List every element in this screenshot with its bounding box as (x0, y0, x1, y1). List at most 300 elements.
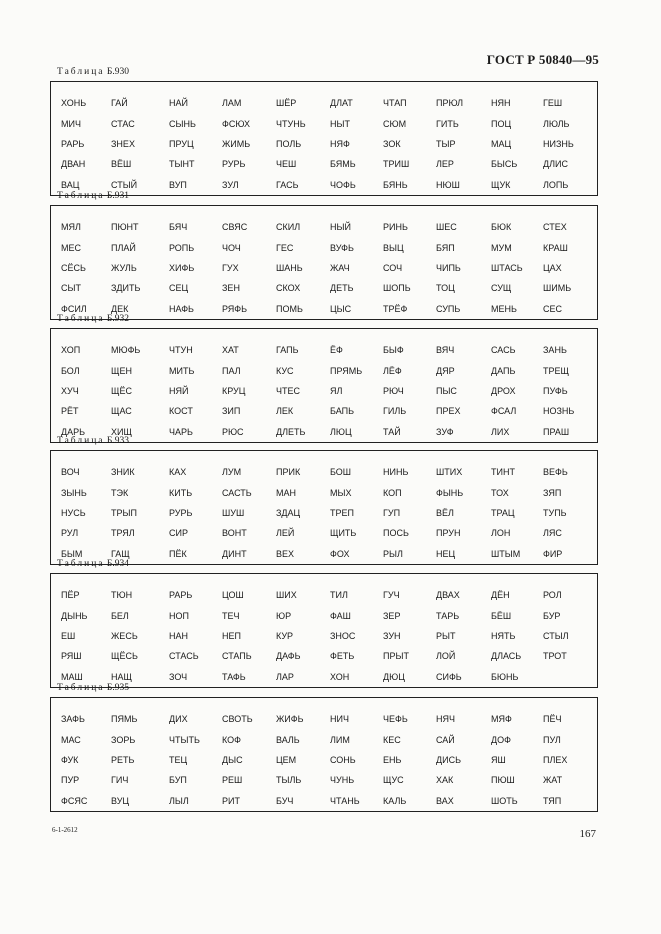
caption-word: Таблица (57, 314, 105, 324)
word-cell: ДЁН (491, 590, 510, 600)
word-cell: ТАФЬ (222, 672, 246, 682)
word-cell: МАС (61, 735, 81, 745)
word-cell: ДАРЬ (61, 427, 86, 437)
word-cell: НИЗНЬ (543, 139, 574, 149)
word-cell: ФЕТЬ (330, 651, 355, 661)
word-cell: РЕШ (222, 775, 243, 785)
word-cell: МЯФ (491, 714, 512, 724)
word-cell: БОЛ (61, 366, 80, 376)
word-cell: БЫМ (61, 549, 83, 559)
word-cell: ЩЁС (111, 386, 132, 396)
word-cell: ТРЫП (111, 508, 137, 518)
word-cell: ЛЫЛ (169, 796, 189, 806)
word-cell: ЛЮЛЬ (543, 119, 570, 129)
word-cell: ДЫС (222, 755, 243, 765)
word-cell: ТИЛ (330, 590, 348, 600)
word-cell: КРАШ (543, 243, 568, 253)
word-cell: ПЮНТ (111, 222, 139, 232)
word-cell: ГУП (383, 508, 401, 518)
word-cell: СТАПЬ (222, 651, 252, 661)
word-cell: СИР (169, 528, 188, 538)
word-cell: ЧТУНЬ (276, 119, 306, 129)
word-cell: ВЁШ (111, 159, 132, 169)
word-cell: РЕТЬ (111, 755, 135, 765)
word-cell: ПОЛЬ (276, 139, 302, 149)
caption-word: Таблица (57, 683, 105, 693)
word-cell: ПРЕХ (436, 406, 461, 416)
word-cell: ЗОЧ (169, 672, 188, 682)
word-cell: КОП (383, 488, 402, 498)
word-cell: ФУК (61, 755, 79, 765)
word-cell: МЕС (61, 243, 81, 253)
word-cell: ЗЫНЬ (61, 488, 87, 498)
word-cell: ЗЕН (222, 283, 240, 293)
word-cell: ЛУМ (222, 467, 242, 477)
word-cell: ЖЕСЬ (111, 631, 138, 641)
table-caption (57, 436, 129, 446)
word-cell: СЕЦ (169, 283, 189, 293)
word-cell: ДОФ (491, 735, 511, 745)
word-table (50, 450, 598, 565)
word-cell: ШТАСЬ (491, 263, 523, 273)
table-caption (57, 67, 129, 77)
word-cell: СТЫЛ (543, 631, 569, 641)
word-cell: СОЧ (383, 263, 403, 273)
table-caption (57, 683, 129, 693)
word-cell: СУПЬ (436, 304, 461, 314)
word-cell: СЕС (543, 304, 563, 314)
word-cell: ЧИПЬ (436, 263, 461, 273)
word-cell: ВОНТ (222, 528, 247, 538)
word-cell: ФАШ (330, 611, 351, 621)
word-cell: НАЩ (111, 672, 132, 682)
word-table (50, 205, 598, 320)
print-code: 6-1-2612 (52, 826, 78, 834)
word-cell: ТЭК (111, 488, 129, 498)
word-cell: ТРЕП (330, 508, 354, 518)
word-cell: ПЮШ (491, 775, 515, 785)
word-cell: НЮШ (436, 180, 460, 190)
word-cell: ЛАР (276, 672, 294, 682)
word-cell: ШОТЬ (491, 796, 518, 806)
table-number: Б.933 (106, 436, 129, 446)
table-number: Б.934 (106, 559, 129, 569)
word-table (50, 328, 598, 443)
word-cell: ЦАХ (543, 263, 562, 273)
word-cell: ХАТ (222, 345, 239, 355)
word-cell: ЦОШ (222, 590, 244, 600)
word-cell: БЯНЬ (383, 180, 408, 190)
word-cell: ЧОФЬ (330, 180, 356, 190)
word-cell: ТЫНТ (169, 159, 195, 169)
word-cell: ШИМЬ (543, 283, 572, 293)
word-cell: ТОЦ (436, 283, 455, 293)
word-cell: СЁСЬ (61, 263, 86, 273)
word-cell: СКОХ (276, 283, 301, 293)
word-cell: ФИР (543, 549, 563, 559)
word-cell: ЛИМ (330, 735, 350, 745)
word-cell: ПРУЦ (169, 139, 194, 149)
word-cell: БУП (169, 775, 187, 785)
word-cell: МИЧ (61, 119, 81, 129)
word-cell: ЁФ (330, 345, 343, 355)
word-cell: ВУП (169, 180, 187, 190)
word-cell: ПРУН (436, 528, 461, 538)
word-cell: ДВАХ (436, 590, 460, 600)
page-number: 167 (579, 828, 596, 840)
word-cell: ПРЮЛ (436, 98, 464, 108)
word-cell: ДАФЬ (276, 651, 301, 661)
word-cell: МУМ (491, 243, 512, 253)
word-cell: ЗЕР (383, 611, 401, 621)
word-cell: НЯН (491, 98, 511, 108)
word-cell: ПОЦ (491, 119, 512, 129)
word-cell: НОЗНЬ (543, 406, 575, 416)
word-cell: ФСАЛ (491, 406, 517, 416)
word-cell: ДРОХ (491, 386, 516, 396)
word-cell: ЧАРЬ (169, 427, 193, 437)
word-cell: ТРЕЩ (543, 366, 569, 376)
word-cell: ДЕК (111, 304, 129, 314)
word-cell: ЖУЛЬ (111, 263, 137, 273)
word-cell: ХУЧ (61, 386, 79, 396)
word-cell: КРУЦ (222, 386, 246, 396)
word-cell: САСТЬ (222, 488, 252, 498)
word-cell: ПРАШ (543, 427, 570, 437)
word-cell: ГУХ (222, 263, 239, 273)
word-cell: МЕНЬ (491, 304, 517, 314)
word-cell: ПУР (61, 775, 80, 785)
word-cell: ЛЮЦ (330, 427, 352, 437)
word-cell: ЗНОС (330, 631, 356, 641)
word-cell: МЯЛ (61, 222, 81, 232)
word-cell: ПЛАЙ (111, 243, 136, 253)
word-cell: ЩУК (491, 180, 511, 190)
word-cell: ЛЯС (543, 528, 562, 538)
word-cell: ЗУЛ (222, 180, 239, 190)
word-cell: ВЁЛ (436, 508, 454, 518)
word-cell: ШОПЬ (383, 283, 411, 293)
table-number: Б.931 (106, 191, 129, 201)
word-table (50, 81, 598, 196)
standard-number: ГОСТ Р 50840—95 (486, 52, 599, 67)
word-cell: ЗОРЬ (111, 735, 136, 745)
word-cell: ШТЫМ (491, 549, 521, 559)
word-cell: РОЛ (543, 590, 562, 600)
word-cell: ТРЯЛ (111, 528, 135, 538)
word-cell: ДЛАСЬ (491, 651, 522, 661)
word-cell: ГИЛЬ (383, 406, 407, 416)
word-cell: БЁШ (491, 611, 512, 621)
word-cell: БУР (543, 611, 561, 621)
word-cell: ХИЩ (111, 427, 132, 437)
word-cell: ГУЧ (383, 590, 400, 600)
caption-word: Таблица (57, 559, 105, 569)
word-cell: ЦЕМ (276, 755, 297, 765)
word-cell: МАН (276, 488, 296, 498)
word-cell: ЕШ (61, 631, 76, 641)
word-cell: ЩЁСЬ (111, 651, 138, 661)
word-cell: ТРИШ (383, 159, 410, 169)
word-cell: ЛЁФ (383, 366, 402, 376)
word-cell: НОП (169, 611, 189, 621)
word-cell: СТЫЙ (111, 180, 138, 190)
word-cell: РЮС (222, 427, 244, 437)
word-cell: ФСЮХ (222, 119, 251, 129)
word-cell: ЧТЫТЬ (169, 735, 200, 745)
table-number: Б.932 (106, 314, 129, 324)
word-cell: ШЁР (276, 98, 297, 108)
word-cell: КУС (276, 366, 294, 376)
word-cell: ДЛАТ (330, 98, 353, 108)
word-cell: ДИСЬ (436, 755, 461, 765)
caption-word: Таблица (57, 67, 105, 77)
word-cell: ХАК (436, 775, 454, 785)
word-cell: ЗЯП (543, 488, 562, 498)
word-cell: ЩЕН (111, 366, 132, 376)
word-cell: БЮК (491, 222, 512, 232)
word-cell: ВЕХ (276, 549, 295, 559)
word-cell: ПАЛ (222, 366, 241, 376)
word-cell: ПРЯМЬ (330, 366, 363, 376)
word-cell: БЮНЬ (491, 672, 519, 682)
word-cell: БЯМЬ (330, 159, 356, 169)
word-cell: БЫСЬ (491, 159, 518, 169)
word-cell: ЛЕР (436, 159, 454, 169)
word-cell: ВУЦ (111, 796, 130, 806)
word-cell: СЮМ (383, 119, 407, 129)
word-cell: ЖАЧ (330, 263, 350, 273)
word-cell: ВЕФЬ (543, 467, 568, 477)
word-cell: ЛОН (491, 528, 511, 538)
word-cell: ШЕС (436, 222, 457, 232)
word-cell: ЧЕШ (276, 159, 297, 169)
word-cell: ПЯМЬ (111, 714, 138, 724)
word-cell: ЛОЙ (436, 651, 456, 661)
word-cell: РЫЛ (383, 549, 403, 559)
word-cell: ГАЙ (111, 98, 128, 108)
word-cell: ПОМЬ (276, 304, 303, 314)
word-cell: ХОН (330, 672, 350, 682)
word-cell: ПЁЧ (543, 714, 562, 724)
word-cell: СЫТ (61, 283, 81, 293)
word-cell: ТЕЦ (169, 755, 188, 765)
word-cell: ЛОПЬ (543, 180, 569, 190)
word-cell: ТРАЦ (491, 508, 515, 518)
word-cell: ФЫНЬ (436, 488, 464, 498)
word-cell: СТАС (111, 119, 135, 129)
word-cell: БОШ (330, 467, 352, 477)
word-cell: ДЮЦ (383, 672, 405, 682)
word-cell: СКИЛ (276, 222, 301, 232)
word-cell: ПУЛ (543, 735, 561, 745)
word-cell: ТИНТ (491, 467, 515, 477)
word-cell: КЕС (383, 735, 401, 745)
word-cell: ЮР (276, 611, 292, 621)
word-cell: ТЮН (111, 590, 133, 600)
word-cell: ЗУН (383, 631, 401, 641)
word-cell: ЛАМ (222, 98, 242, 108)
table-caption (57, 191, 129, 201)
word-cell: ХИФЬ (169, 263, 195, 273)
word-cell: ШТИХ (436, 467, 463, 477)
word-cell: ПЁК (169, 549, 187, 559)
word-cell: ВАЛЬ (276, 735, 300, 745)
word-cell: НАЙ (169, 98, 188, 108)
word-cell: ШАНЬ (276, 263, 303, 273)
word-cell: ЦЫС (330, 304, 352, 314)
word-cell: НЯФ (330, 139, 350, 149)
word-cell: ВУФЬ (330, 243, 354, 253)
word-cell: ПЫС (436, 386, 457, 396)
word-cell: ГЕС (276, 243, 294, 253)
word-cell: ФСИЛ (61, 304, 87, 314)
word-cell: СВЯС (222, 222, 248, 232)
word-cell: БЯП (436, 243, 455, 253)
word-cell: ВАХ (436, 796, 454, 806)
word-cell: ЧТУН (169, 345, 193, 355)
word-cell: ГИТЬ (436, 119, 459, 129)
word-cell: НИЧ (330, 714, 349, 724)
word-cell: ВЫЦ (383, 243, 404, 253)
word-cell: СИФЬ (436, 672, 462, 682)
word-cell: ТЫЛЬ (276, 775, 302, 785)
word-cell: ЖАТ (543, 775, 563, 785)
word-cell: ТАЙ (383, 427, 401, 437)
word-cell: РИТ (222, 796, 240, 806)
word-cell: НИНЬ (383, 467, 409, 477)
word-cell: КОФ (222, 735, 241, 745)
word-cell: ДЫНЬ (61, 611, 88, 621)
word-cell: НЯЧ (436, 714, 455, 724)
word-cell: БУЧ (276, 796, 294, 806)
word-cell: РУЛ (61, 528, 79, 538)
word-cell: ВОЧ (61, 467, 80, 477)
word-cell: ГАПЬ (276, 345, 299, 355)
word-cell: МАЦ (491, 139, 512, 149)
word-cell: ШУШ (222, 508, 245, 518)
word-cell: САЙ (436, 735, 455, 745)
word-cell: ТРЁФ (383, 304, 408, 314)
word-cell: РУРЬ (222, 159, 246, 169)
word-cell: ЩИТЬ (330, 528, 357, 538)
word-cell: НЯЙ (169, 386, 189, 396)
word-cell: ЧТЕС (276, 386, 300, 396)
word-cell: ПРЫТ (383, 651, 409, 661)
word-cell: ЗИП (222, 406, 241, 416)
word-cell: ТЯП (543, 796, 562, 806)
word-cell: ЩАС (111, 406, 132, 416)
word-cell: ПЁР (61, 590, 80, 600)
word-cell: ДЯР (436, 366, 455, 376)
word-table (50, 697, 598, 812)
table-caption (57, 559, 129, 569)
word-cell: ДАПЬ (491, 366, 516, 376)
word-cell: НУСЬ (61, 508, 86, 518)
word-cell: ЖИФЬ (276, 714, 304, 724)
word-cell: НЯТЬ (491, 631, 516, 641)
word-cell: ДЕТЬ (330, 283, 354, 293)
word-cell: ПРИК (276, 467, 301, 477)
word-cell: МЫХ (330, 488, 352, 498)
word-cell: ДИХ (169, 714, 188, 724)
word-cell: ГИЧ (111, 775, 129, 785)
word-cell: НАН (169, 631, 189, 641)
word-cell: ТЫР (436, 139, 456, 149)
word-cell: ЯЛ (330, 386, 343, 396)
word-cell: ЗДАЦ (276, 508, 301, 518)
word-cell: ПУФЬ (543, 386, 568, 396)
word-cell: БАПЬ (330, 406, 354, 416)
word-cell: СОНЬ (330, 755, 356, 765)
word-cell: РЮЧ (383, 386, 404, 396)
word-cell: РАРЬ (169, 590, 193, 600)
word-cell: ЗНЕХ (111, 139, 135, 149)
word-cell: ВАЦ (61, 180, 80, 190)
word-cell: МАШ (61, 672, 83, 682)
word-cell: РЫТ (436, 631, 456, 641)
word-cell: ЛИХ (491, 427, 510, 437)
word-cell: ТЕЧ (222, 611, 240, 621)
word-cell: РЁТ (61, 406, 79, 416)
word-cell: ЛЕК (276, 406, 294, 416)
word-cell: ДЛЕТЬ (276, 427, 306, 437)
word-cell: ПЛЕХ (543, 755, 568, 765)
word-cell: КОСТ (169, 406, 193, 416)
table-number: Б.935 (106, 683, 129, 693)
word-cell: ФОХ (330, 549, 350, 559)
word-cell: КИТЬ (169, 488, 193, 498)
word-cell: НАФЬ (169, 304, 194, 314)
word-cell: НЫЙ (330, 222, 351, 232)
word-cell: ЧУНЬ (330, 775, 355, 785)
word-cell: ГАСЬ (276, 180, 299, 190)
word-cell: РЯШ (61, 651, 82, 661)
word-cell: ГЕШ (543, 98, 563, 108)
caption-word: Таблица (57, 436, 105, 446)
word-cell: РАРЬ (61, 139, 85, 149)
word-cell: МЮФЬ (111, 345, 141, 355)
word-cell: ЯШ (491, 755, 506, 765)
word-cell: РИНЬ (383, 222, 408, 232)
word-cell: САСЬ (491, 345, 516, 355)
word-cell: КАХ (169, 467, 187, 477)
word-cell: СТАСЬ (169, 651, 199, 661)
word-cell: ПОСЬ (383, 528, 409, 538)
word-cell: БЯЧ (169, 222, 188, 232)
word-cell: ШИХ (276, 590, 297, 600)
word-cell: ХОНЬ (61, 98, 87, 108)
word-cell: ЛЕЙ (276, 528, 295, 538)
word-cell: ТУПЬ (543, 508, 567, 518)
word-cell: ТАРЬ (436, 611, 460, 621)
word-cell: БЕЛ (111, 611, 129, 621)
word-cell: ЗНИК (111, 467, 135, 477)
word-cell: ЖИМЬ (222, 139, 251, 149)
word-cell: ЗАНЬ (543, 345, 567, 355)
word-cell: ЩУС (383, 775, 404, 785)
word-cell: ДИНТ (222, 549, 247, 559)
word-cell: ЗУФ (436, 427, 454, 437)
word-cell: ЧЕФЬ (383, 714, 408, 724)
word-cell: КАЛЬ (383, 796, 407, 806)
word-cell: ЗДИТЬ (111, 283, 141, 293)
word-cell: ВЯЧ (436, 345, 455, 355)
word-cell: МИТЬ (169, 366, 195, 376)
word-cell: ДВАН (61, 159, 86, 169)
word-cell: РЯФЬ (222, 304, 248, 314)
word-cell: КУР (276, 631, 294, 641)
